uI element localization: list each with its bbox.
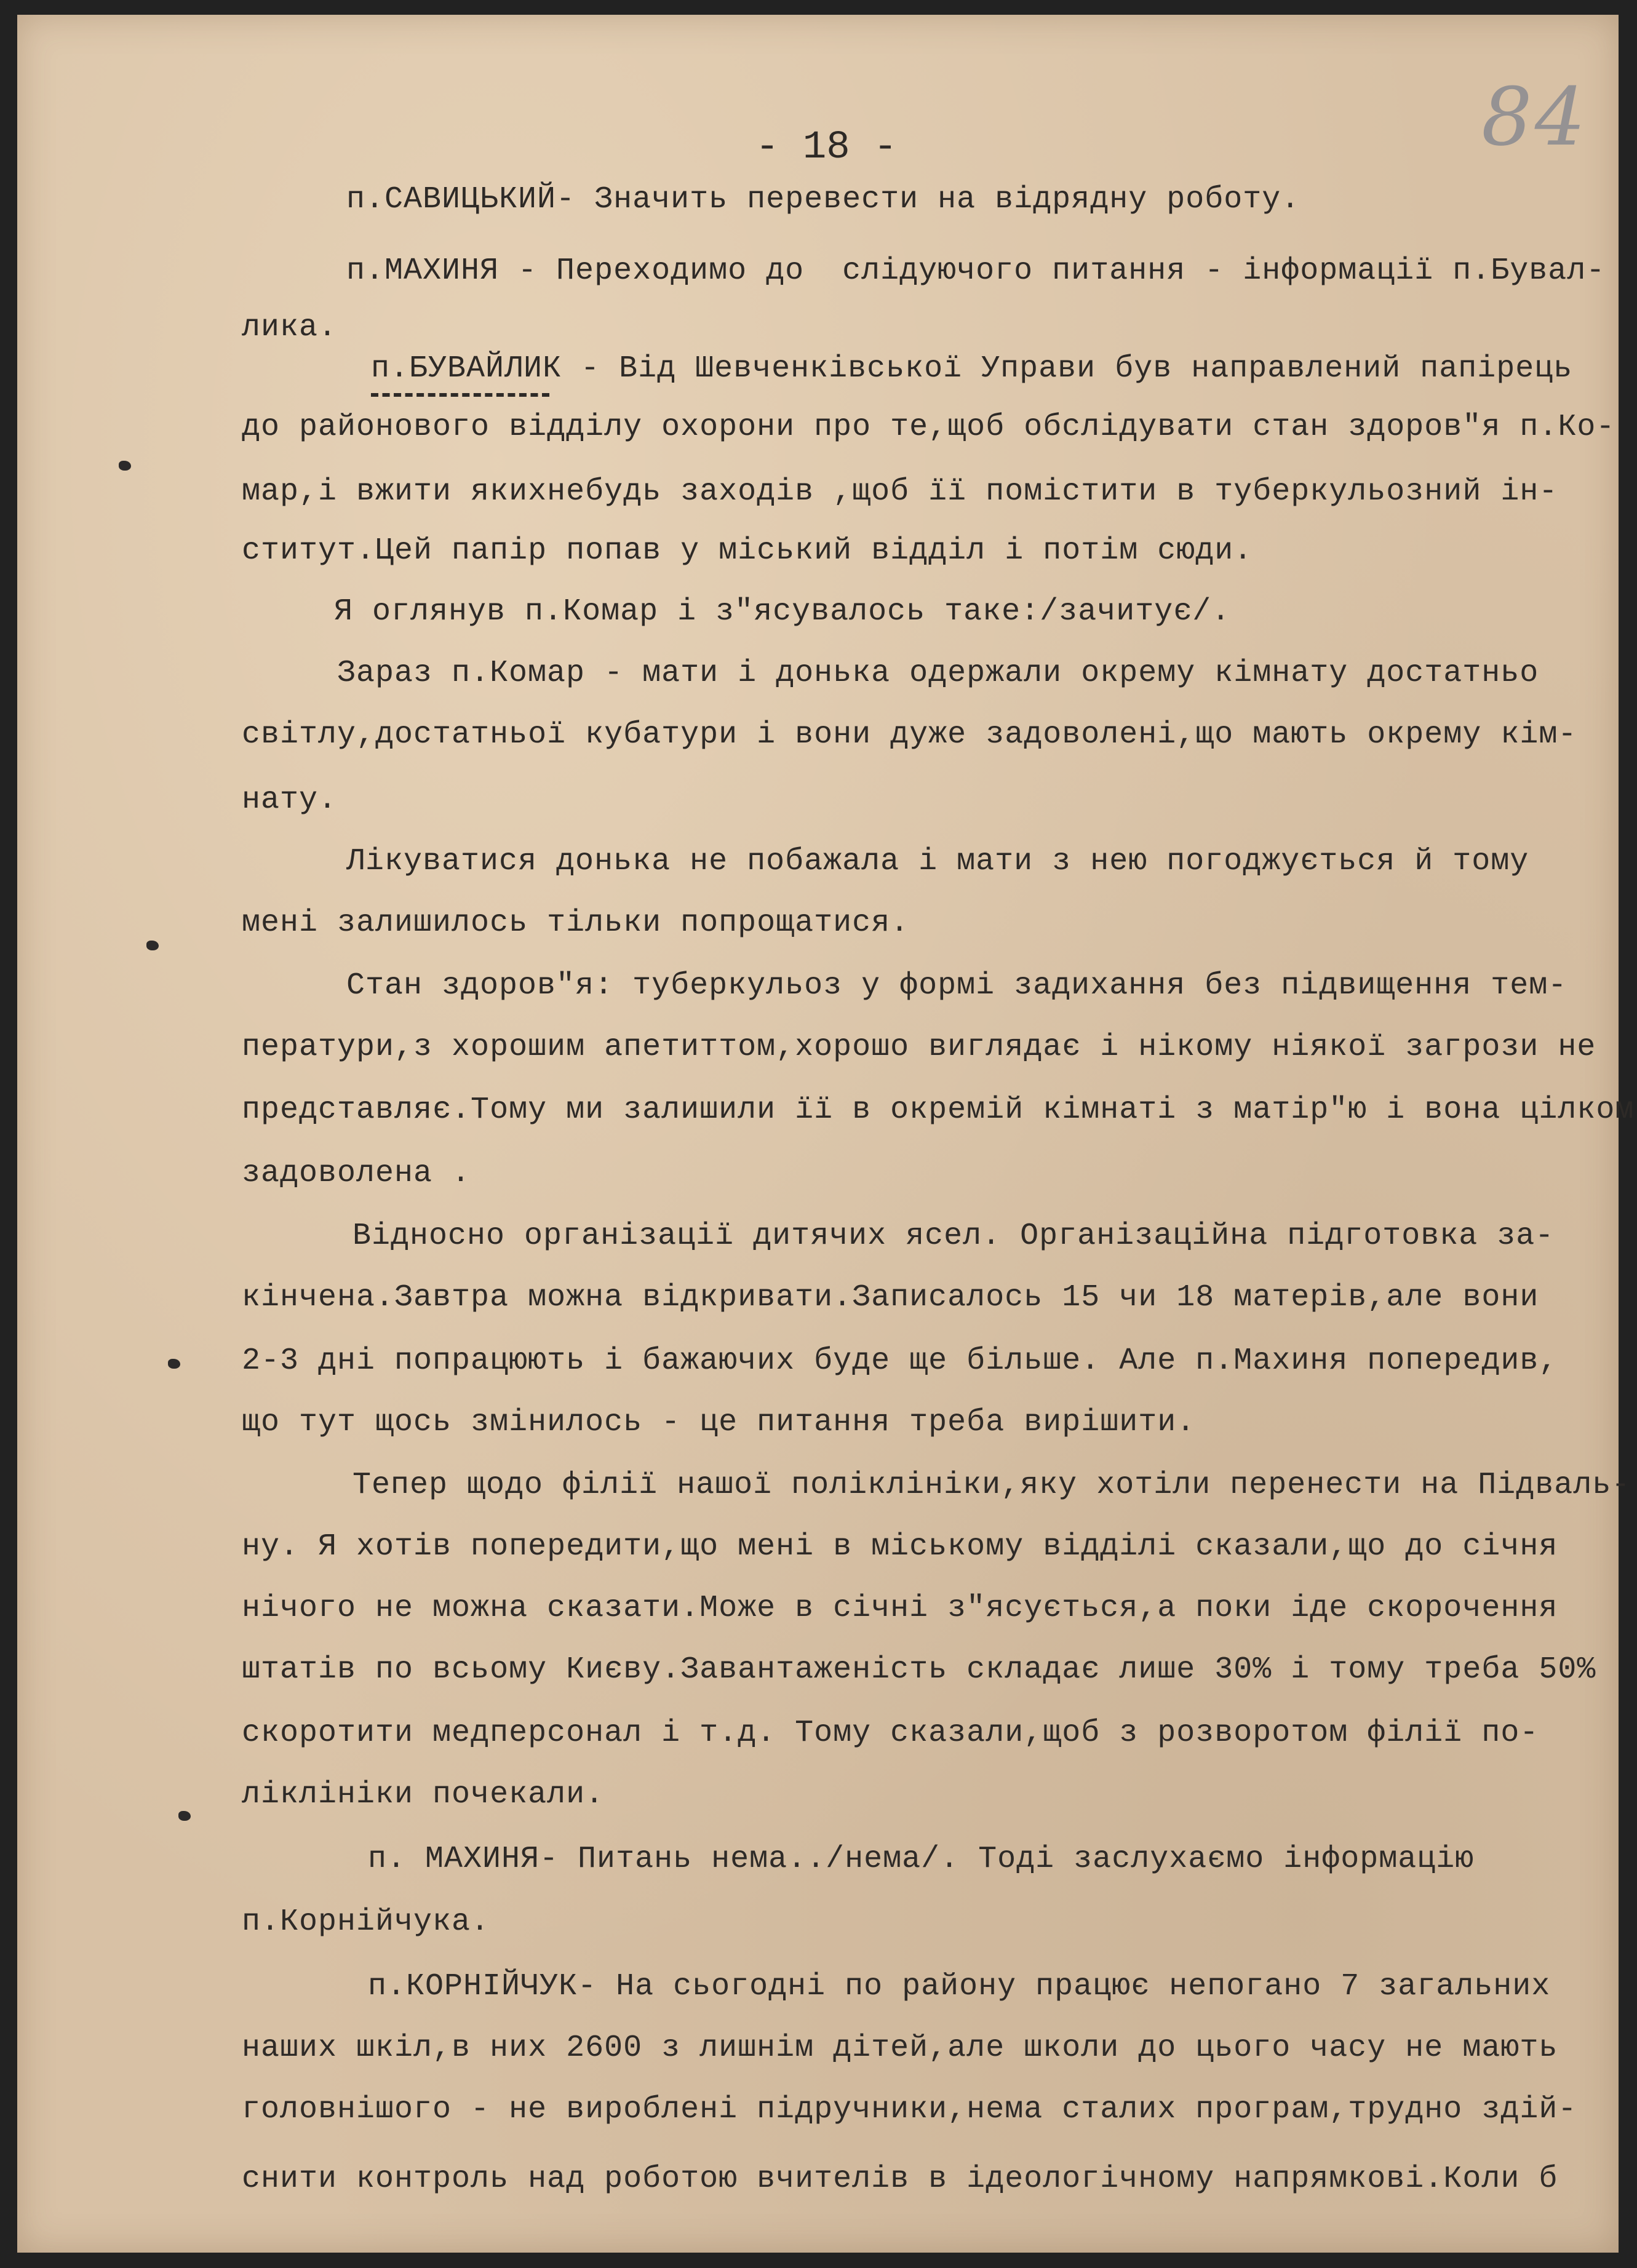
text-line: мені залишилось тільки попрощатися. (242, 905, 910, 941)
text-line: п.МАХИНЯ - Переходимо до слідуючого питання - інформації п.Бувал- (346, 253, 1606, 288)
text-line: нату. (242, 782, 338, 818)
text-line: Я оглянув п.Комар і з"ясувалось таке:/зачитує/. (334, 594, 1231, 629)
punch-hole-mark (146, 941, 159, 950)
text-line: до районового відділу охорони про те,щоб обслідувати стан здоров"я п.Ко- (242, 410, 1615, 445)
text-line: 2-3 дні попрацюють і бажаючих буде ще більше. Але п.Махиня попередив, (242, 1343, 1558, 1379)
archive-number: 84 (1481, 70, 1588, 164)
text-line: нічого не можна сказати.Може в січні з"ясується,а поки іде скорочення (242, 1591, 1558, 1626)
punch-hole-mark (119, 461, 131, 471)
text-line: п.САВИЦЬКИЙ- Значить перевести на відрядну роботу. (346, 182, 1300, 217)
text-line: світлу,достатньої кубатури і вони дуже задоволені,що мають окрему кім- (242, 717, 1577, 752)
text-line: ну. Я хотів попередити,що мені в міському відділі сказали,що до січня (242, 1529, 1558, 1564)
speaker-underline (371, 393, 549, 397)
speaker-line: п. МАХИНЯ- Питань нема../нема/. Тоді заслухаємо інформацію (368, 1842, 1475, 1877)
speaker-line: п.КОРНІЙЧУК- На сьогодні по району працює непогано 7 загальних (368, 1969, 1551, 2004)
text-line: ститут.Цей папір попав у міський відділ і потім сюди. (242, 533, 1253, 568)
text-line: снити контроль над роботою вчителів в ідеологічному напрямкові.Коли б (242, 2162, 1558, 2197)
text-line: мар,і вжити якихнебудь заходів ,щоб її помістити в туберкульозний ін- (242, 474, 1558, 509)
text-line: наших шкіл,в них 2600 з лишнім дітей,але школи до цього часу не мають (242, 2031, 1558, 2066)
text-line: скоротити медперсонал і т.д. Тому сказали,щоб з розворотом філії по- (242, 1716, 1539, 1751)
text-line: Відносно організації дитячих ясел. Організаційна підготовка за- (352, 1219, 1555, 1254)
text-line: Стан здоров"я: туберкульоз у формі задихання без підвищення тем- (346, 968, 1567, 1003)
text-line: задоволена . (242, 1156, 471, 1191)
punch-hole-mark (168, 1359, 180, 1369)
text-line: п.Корнійчука. (242, 1904, 490, 1940)
text-line: Лікуватися донька не побажала і мати з нею погоджується й тому (346, 844, 1529, 879)
text-line: головнішого - не вироблені підручники,нема сталих програм,трудно здій- (242, 2092, 1577, 2127)
text-line: Тепер щодо філії нашої поліклініки,яку хотіли перенести на Підваль- (352, 1468, 1631, 1503)
punch-hole-mark (178, 1811, 191, 1821)
text-line: кінчена.Завтра можна відкривати.Записалось 15 чи 18 матерів,але вони (242, 1280, 1539, 1315)
text-line: лика. (242, 310, 338, 345)
text-line: ліклініки почекали. (242, 1777, 605, 1812)
text-line: представляє.Тому ми залишили її в окремій кімнаті з матір"ю і вона цілком (242, 1092, 1635, 1128)
text-line: ператури,з хорошим апетиттом,хорошо виглядає і нікому ніякої загрози не (242, 1030, 1596, 1065)
page-number: - 18 - (755, 125, 898, 170)
text-line: що тут щось змінилось - це питання треба вирішити. (242, 1405, 1196, 1440)
text-line: Зараз п.Комар - мати і донька одержали окрему кімнату достатньо (337, 656, 1539, 691)
speaker-line: п.БУВАЙЛИК - Від Шевченківської Управи був направлений папірець (371, 351, 1573, 386)
text-line: штатів по всьому Києву.Завантаженість складає лише 30% і тому треба 50% (242, 1652, 1596, 1687)
document-page (17, 15, 1635, 2253)
